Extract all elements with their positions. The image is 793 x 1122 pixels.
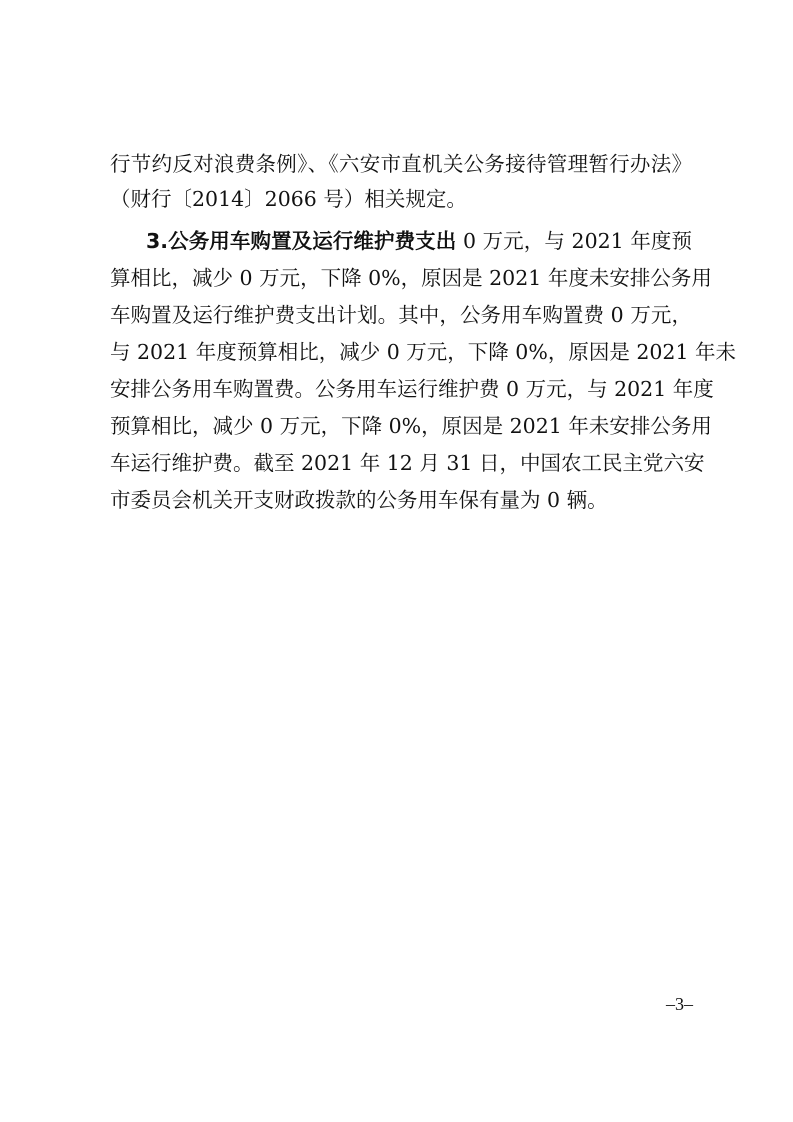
text-line: （财行〔2014〕2066 号）相关规定。 [110, 187, 467, 211]
section-3-heading: 3.公务用车购置及运行维护费支出 [146, 229, 457, 253]
text-line: 市委员会机关开支财政拨款的公务用车保有量为 0 辆。 [110, 488, 608, 512]
section-3-first-line [146, 227, 692, 255]
text-line: 车购置及运行维护费支出计划。其中，公务用车购置费 0 万元， [110, 303, 692, 327]
text-line: 安排公务用车购置费。公务用车运行维护费 0 万元，与 2021 年度 [110, 377, 714, 401]
text-line: 与 2021 年度预算相比，减少 0 万元，下降 0%，原因是 2021 年未 [110, 340, 737, 364]
text-line: 行节约反对浪费条例》、《六安市直机关公务接待管理暂行办法》 [110, 152, 692, 176]
text-line: 预算相比，减少 0 万元，下降 0%，原因是 2021 年未安排公务用 [110, 414, 712, 438]
page-number: –3– [666, 994, 693, 1014]
text-line: 算相比，减少 0 万元，下降 0%，原因是 2021 年度未安排公务用 [110, 266, 712, 290]
section-3-first-line-text: 0 万元，与 2021 年度预 [462, 229, 692, 253]
text-line: 车运行维护费。截至 2021 年 12 月 31 日，中国农工民主党六安 [110, 451, 705, 475]
